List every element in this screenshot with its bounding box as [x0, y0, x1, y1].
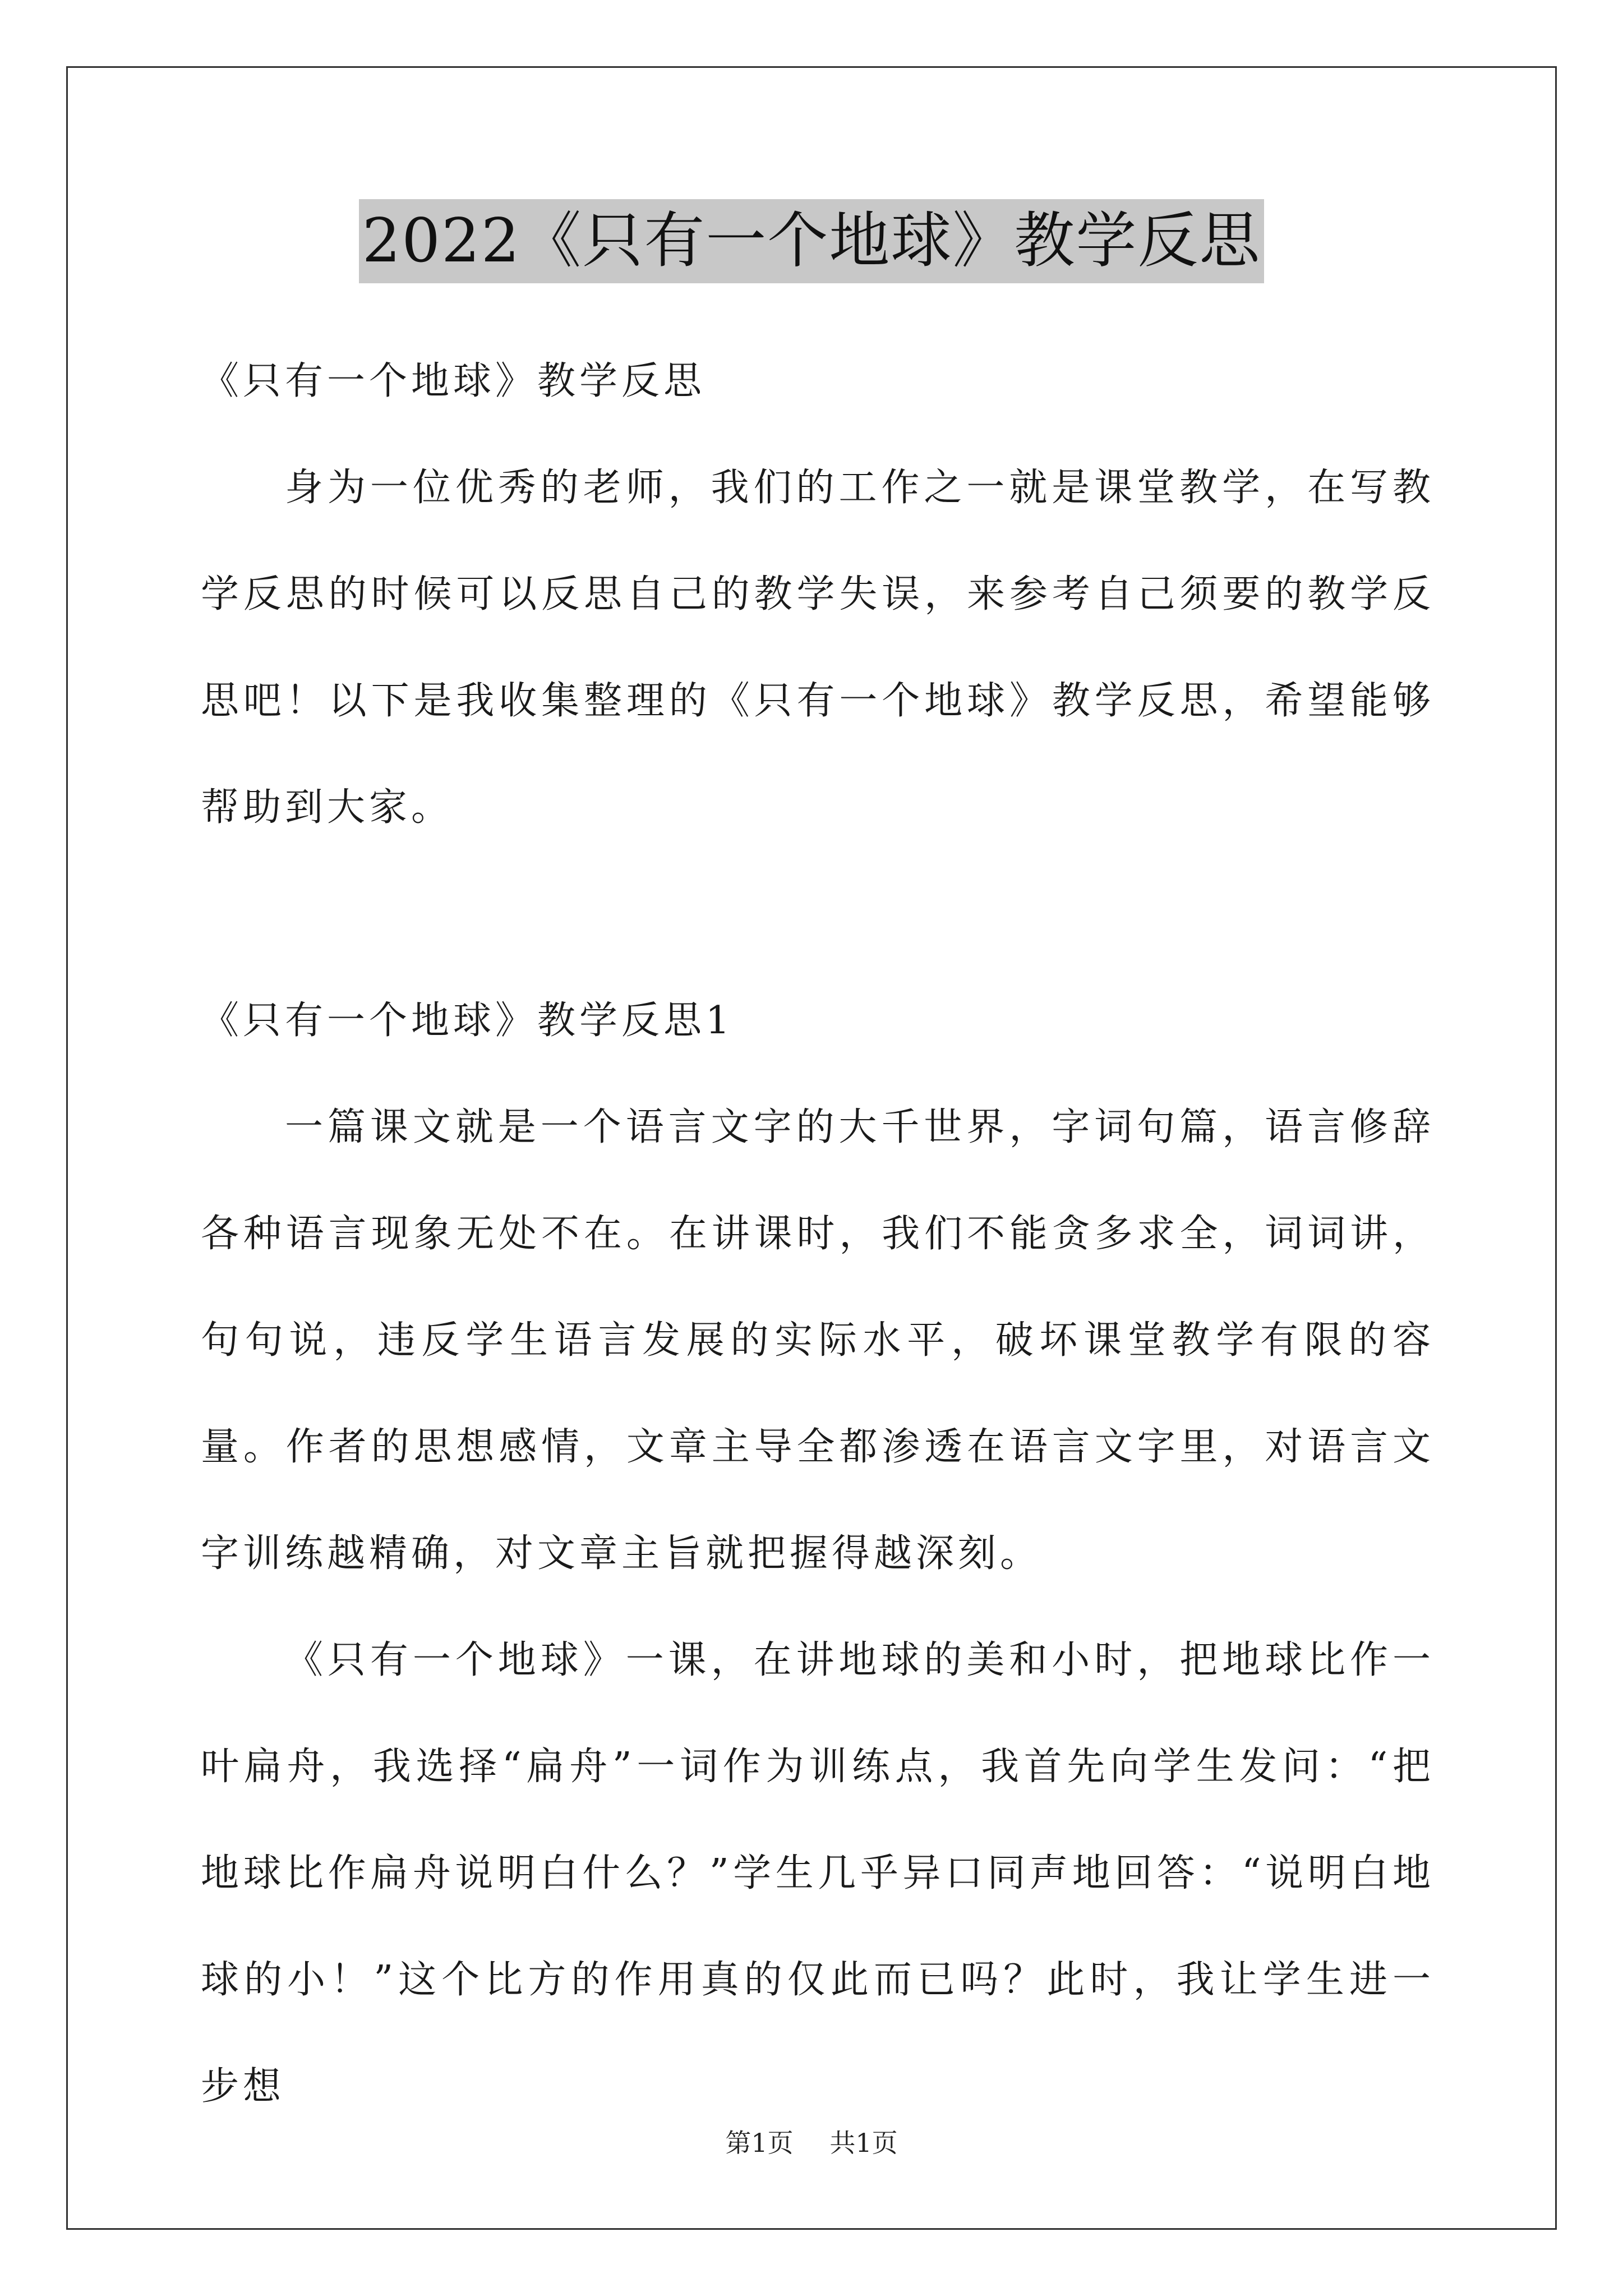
page-number-current: 第1页 — [725, 2128, 794, 2158]
section-spacer — [201, 861, 1435, 968]
intro-paragraph: 身为一位优秀的老师，我们的工作之一就是课堂教学，在写教学反思的时候可以反思自己的教学失误，来参考自己须要的教学反思吧！以下是我收集整理的《只有一个地球》教学反思，希望能够帮助到大家。 — [201, 466, 1435, 830]
document-body — [201, 328, 1435, 2140]
title-container — [0, 199, 1623, 283]
document-title: 2022《只有一个地球》教学反思 — [359, 199, 1265, 283]
body-paragraph: 《只有一个地球》一课，在讲地球的美和小时，把地球比作一叶扁舟，我选择“扁舟”一词作为训练点，我首先向学生发问：“把地球比作扁舟说明白什么？”学生几乎异口同声地回答：“说明白地球的小！”这个比方的作用真的仅此而已吗？此时，我让学生进一步想 — [201, 1638, 1435, 2109]
section-heading-1: 《只有一个地球》教学反思1 — [201, 999, 734, 1043]
body-paragraph: 一篇课文就是一个语言文字的大千世界，字词句篇，语言修辞各种语言现象无处不在。在讲课时，我们不能贪多求全，词词讲，句句说，违反学生语言发展的实际水平，破坏课堂教学有限的容量。作者的思想感情，文章主导全都渗透在语言文字里，对语言文字训练越精确，对文章主旨就把握得越深刻。 — [201, 1105, 1435, 1576]
page-footer — [0, 2126, 1623, 2160]
page-number-total: 共1页 — [829, 2128, 898, 2158]
section-heading-intro: 《只有一个地球》教学反思 — [201, 359, 706, 403]
